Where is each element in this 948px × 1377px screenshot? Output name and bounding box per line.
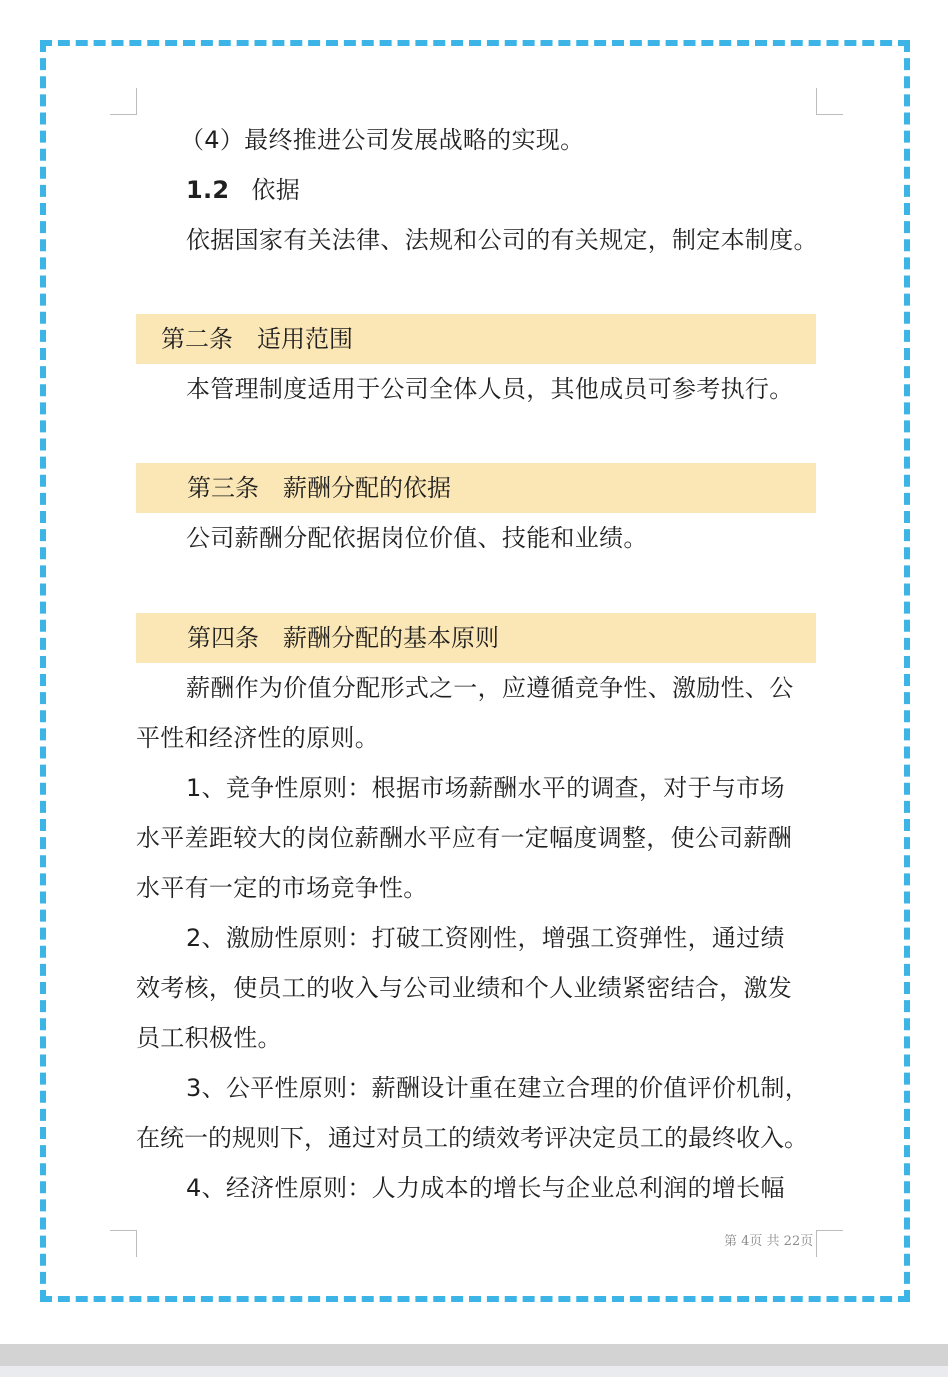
crop-mark-top-left (110, 88, 137, 115)
article-2-number: 第二条 (161, 325, 233, 353)
section-title: 依据 (251, 176, 301, 204)
article-4-intro-line-2: 平性和经济性的原则。 (136, 724, 379, 752)
page-number-footer: 第 4页 共 22页 (724, 1234, 814, 1249)
viewer-bottom-edge (0, 1344, 948, 1366)
article-3-text: 公司薪酬分配依据岗位价值、技能和业绩。 (186, 524, 648, 552)
principle-4-line-1: 4、经济性原则：人力成本的增长与企业总利润的增长幅 (186, 1174, 785, 1202)
principle-2-line-1: 2、激励性原则：打破工资刚性，增强工资弹性，通过绩 (186, 924, 785, 952)
crop-mark-bottom-left (110, 1230, 137, 1257)
para-4: （4）最终推进公司发展战略的实现。 (180, 126, 585, 154)
article-3-title: 薪酬分配的依据 (283, 474, 451, 502)
article-2-text: 本管理制度适用于公司全体人员，其他成员可参考执行。 (186, 375, 794, 403)
article-2-title: 适用范围 (257, 325, 353, 353)
crop-mark-bottom-right (816, 1230, 843, 1257)
article-4-number: 第四条 (187, 624, 259, 652)
viewer-background-strip (0, 1366, 948, 1377)
article-2-heading (161, 314, 353, 364)
principle-2-line-3: 员工积极性。 (136, 1024, 282, 1052)
principle-3-line-1: 3、公平性原则：薪酬设计重在建立合理的价值评价机制， (186, 1074, 810, 1102)
principle-1-line-3: 水平有一定的市场竞争性。 (136, 874, 428, 902)
principle-1-line-2: 水平差距较大的岗位薪酬水平应有一定幅度调整，使公司薪酬 (136, 824, 793, 852)
principle-1-line-1: 1、竞争性原则：根据市场薪酬水平的调查，对于与市场 (186, 774, 785, 802)
article-4-heading (187, 613, 499, 663)
article-3-heading (187, 463, 451, 513)
article-3-number: 第三条 (187, 474, 259, 502)
article-4-intro-line-1: 薪酬作为价值分配形式之一，应遵循竞争性、激励性、公 (186, 674, 794, 702)
basis-text: 依据国家有关法律、法规和公司的有关规定，制定本制度。 (186, 226, 818, 254)
principle-2-line-2: 效考核，使员工的收入与公司业绩和个人业绩紧密结合，激发 (136, 974, 793, 1002)
principle-3-line-2: 在统一的规则下，通过对员工的绩效考评决定员工的最终收入。 (136, 1124, 808, 1152)
section-1-2-heading (136, 165, 816, 215)
crop-mark-top-right (816, 88, 843, 115)
section-number: 1.2 (186, 176, 230, 204)
article-4-title: 薪酬分配的基本原则 (283, 624, 499, 652)
